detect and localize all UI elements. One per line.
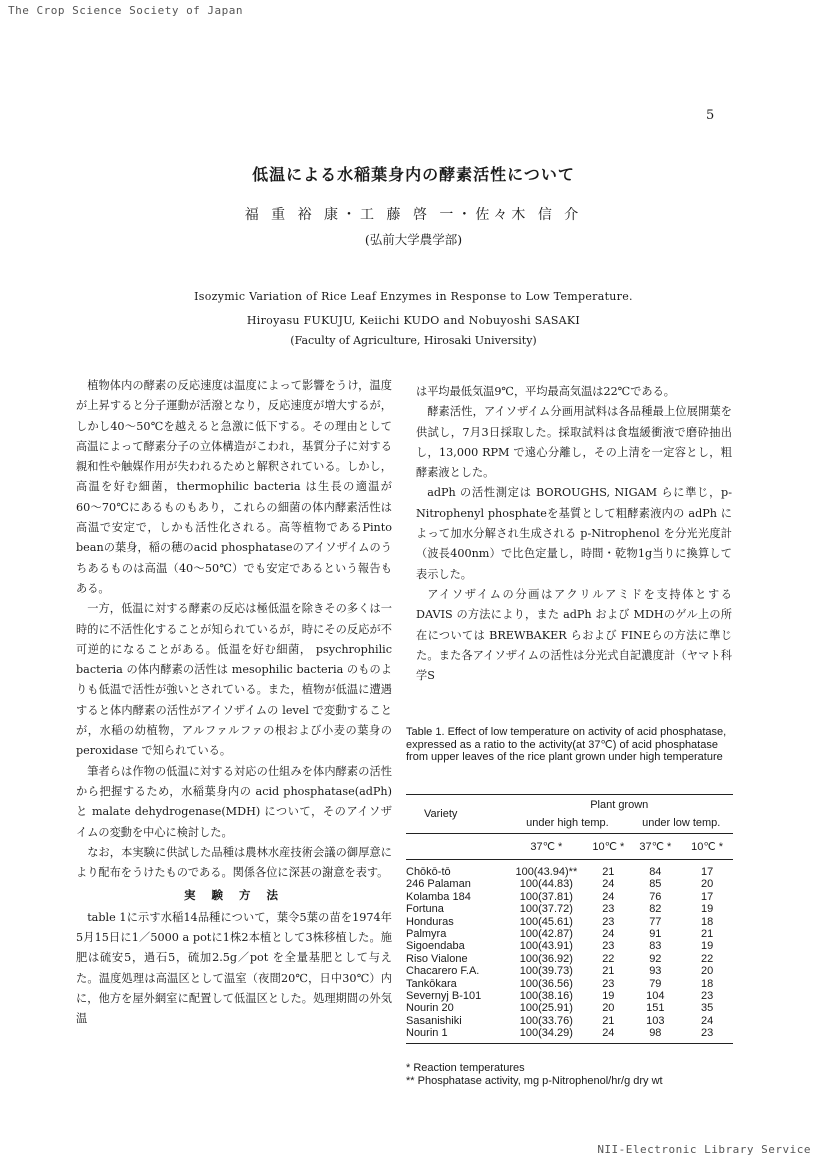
value-cell: 93 [649, 965, 662, 978]
paper-title-japanese: 低温による水稲葉身内の酵素活性について [252, 165, 575, 184]
column-header-high-temp: under high temp. [526, 817, 609, 829]
value-cell: 23 [700, 990, 714, 1003]
value-cell: 100(33.76) [519, 1014, 573, 1027]
paper-title-english: Isozymic Variation of Rice Leaf Enzymes in Response to Low Temperature. [194, 290, 633, 303]
table-caption: Table 1. Effect of low temperature on activity of acid phosphatase, expressed as a ratio to the activity(at 37℃) of acid phosphatase from upper leaves of the rice plant grown under high temperature [406, 726, 727, 764]
value-cell: 76 [649, 890, 662, 903]
value-cell: 22 [602, 952, 615, 965]
value-cell: 19 [700, 903, 714, 916]
value-cell: 79 [649, 977, 662, 990]
value-cell: 19 [700, 940, 714, 953]
methods-continuation: は平均最低気温9℃，平均最高気温は22℃である。 [416, 385, 675, 398]
value-cell: 98 [649, 1027, 662, 1040]
value-cell: 82 [649, 903, 662, 916]
value-cell: 83 [649, 940, 662, 953]
running-header: The Crop Science Society of Japan [8, 4, 244, 17]
variety-cell: Palmyra [406, 928, 447, 941]
column-header-variety: Variety [424, 808, 458, 820]
value-cell: 100(43.94)** [515, 866, 578, 878]
value-cell: 23 [602, 903, 615, 916]
footnote-phosphatase-units: ** Phosphatase activity, mg p-Nitrophenol/hr/g dry wt [406, 1074, 663, 1087]
acknowledgment-paragraph: なお，本実験に供試した品種は農林水産技術会議の御厚意により配布をうけたものである。関係各位に深甚の謝意を表す。 [76, 845, 392, 880]
value-cell: 23 [602, 915, 615, 928]
value-cell: 20 [700, 965, 714, 978]
variety-cell: Riso Vialone [406, 952, 468, 965]
footer-service: NII-Electronic Library Service [597, 1143, 811, 1156]
table-row [406, 953, 733, 965]
value-cell: 17 [700, 866, 714, 878]
intro-paragraph-3: 筆者らは作物の低温に対する対応の仕組みを体内酵素の活性から把握するため，水稲葉身内の acid phosphatase(adPh) と malate dehydrogenase(MDH) について，そのアイソザイムの変動を中心に検討した。 [76, 764, 392, 839]
value-cell: 84 [649, 866, 662, 878]
intro-paragraph-1: 植物体内の酵素の反応速度は温度によって影響をうけ，温度が上昇すると分子運動が活潑となり，反応速度が増大するが，しかし40〜50℃を越えると急激に低下する。その理由として高温によって酵素分子の立体構造がこわれ，基質分子に対する親和性や触媒作用が失われるためと解釈されている。しかし，高温を好む細菌，thermophilic bacteria は生長の適温が60〜70℃にあるものもあり，これらの細菌の体内酵素活性は高温で安定で，しかも活性化される。高等植物であるPinto beanの葉身，稲の穂のacid phosphataseのアイソザイムのうちあるものは高温（40〜50℃）でも安定であるという報告もある。 [76, 379, 392, 595]
variety-cell: Chacarero F.A. [406, 965, 480, 978]
table-footnotes [406, 1062, 732, 1087]
left-column [76, 376, 392, 1030]
table-row [406, 1002, 733, 1014]
value-cell: 85 [649, 878, 662, 891]
table-body [406, 860, 733, 1044]
data-table [406, 794, 733, 1044]
value-cell: 21 [602, 1014, 615, 1027]
variety-cell: Fortuna [406, 903, 444, 916]
value-cell: 92 [649, 952, 662, 965]
variety-cell: Nourin 1 [406, 1027, 448, 1040]
value-cell: 21 [602, 866, 615, 878]
table-row [406, 903, 733, 915]
value-cell: 151 [646, 1002, 665, 1015]
variety-cell: Sigoendaba [406, 940, 465, 953]
authors-english: Hiroyasu FUKUJU, Keiichi KUDO and Nobuyoshi SASAKI [246, 314, 581, 327]
table-row [406, 891, 733, 903]
value-cell: 91 [649, 928, 662, 941]
subheader-10c-low: 10℃ * [691, 841, 724, 853]
value-cell: 77 [649, 915, 662, 928]
variety-cell: Severnyj B-101 [406, 990, 482, 1003]
affiliation-japanese: (弘前大学農学部) [364, 232, 463, 247]
subheader-10c-high: 10℃ * [592, 841, 625, 853]
value-cell: 18 [700, 915, 714, 928]
table-row [406, 916, 733, 928]
page-number: 5 [706, 108, 715, 123]
value-cell: 100(34.29) [519, 1027, 573, 1040]
value-cell: 21 [602, 965, 615, 978]
variety-cell: Honduras [406, 915, 454, 928]
value-cell: 19 [602, 990, 615, 1003]
table-row [406, 978, 733, 990]
variety-cell: Sasanishiki [406, 1014, 462, 1027]
subheader-37c-high: 37℃ * [530, 841, 563, 853]
intro-paragraph-2: 一方，低温に対する酵素の反応は極低温を除きその多くは一時的に不活性化することが知られているが，時にその反応が不可逆的になることがある。低温を好む細菌， psychrophilic bacteria の体内酵素の活性は mesophilic bacteria のものよりも低温で活性が強いとされている。また，植物が低温に遭遇すると体内酵素の活性がアイソザイムの level で変動することが，水稲の幼植物，アルファルファの根および小麦の葉身の peroxidase で知られている。 [76, 602, 392, 758]
methods-paragraph-4: アイソザイムの分画はアクリルアミドを支持体とする DAVIS の方法により，また adPh および MDHのゲル上の所在については BREWBAKER らおよび FINEらの方法に準じた。また各アイソザイムの活性は分光式自記濃度計（ヤマト科学S [416, 587, 732, 683]
value-cell: 22 [700, 952, 714, 965]
table-row [406, 990, 733, 1002]
value-cell: 100(45.61) [519, 915, 573, 928]
value-cell: 18 [700, 977, 714, 990]
variety-cell: 246 Palaman [406, 878, 471, 891]
value-cell: 100(37.72) [519, 903, 573, 916]
value-cell: 103 [646, 1014, 665, 1027]
value-cell: 20 [700, 878, 714, 891]
value-cell: 24 [700, 1014, 714, 1027]
value-cell: 100(38.16) [519, 990, 573, 1003]
table-row [406, 940, 733, 952]
table-row [406, 965, 733, 977]
value-cell: 100(36.92) [519, 952, 573, 965]
value-cell: 100(44.83) [519, 878, 573, 891]
affiliation-english: (Faculty of Agriculture, Hirosaki University) [290, 334, 537, 347]
column-header-low-temp: under low temp. [642, 816, 721, 829]
value-cell: 23 [700, 1027, 714, 1040]
value-cell: 100(43.91) [519, 940, 573, 953]
value-cell: 24 [602, 878, 615, 891]
right-column [416, 382, 732, 686]
value-cell: 24 [602, 1027, 615, 1040]
variety-cell: Chōkō-tō [406, 866, 451, 878]
value-cell: 100(36.56) [519, 977, 573, 990]
value-cell: 24 [602, 890, 615, 903]
table-row [406, 1027, 733, 1043]
authors-japanese: 福 重 裕 康・工 藤 啓 一・佐々木 信 介 [244, 207, 583, 223]
variety-cell: Tankōkara [406, 977, 457, 990]
table-row [406, 1015, 733, 1027]
value-cell: 23 [602, 977, 615, 990]
value-cell: 21 [700, 928, 714, 941]
footnote-reaction-temp: * Reaction temperatures [406, 1062, 525, 1074]
value-cell: 24 [602, 928, 615, 941]
methods-paragraph-2: 酵素活性，アイソザイム分画用試料は各品種最上位展開葉を供試し，7月3日採取した。採取試料は食塩緩衝液で磨砕抽出し，13,000 RPM で遠心分離し，その上清を一定容とし，粗酵素液とした。 [416, 405, 732, 480]
table-row [406, 928, 733, 940]
value-cell: 17 [700, 890, 714, 903]
value-cell: 23 [602, 940, 615, 953]
variety-cell: Nourin 20 [406, 1002, 454, 1015]
value-cell: 100(37.81) [519, 890, 573, 903]
subheader-37c-low: 37℃ * [639, 841, 672, 853]
methods-paragraph-3: adPh の活性測定は BOROUGHS, NIGAM らに準じ，p- Nitrophenyl phosphateを基質として粗酵素液内の adPh によって加水分解され生成される p-Nitrophenol を分光光度計（波長400nm）で比色定量し，時間・乾物1g当りに換算して表示した。 [416, 486, 732, 581]
methods-paragraph-1: table 1に示す水稲14品種について，葉令5葉の苗を1974年5月15日に1／5000 a potに1株2本植として3株移植した。施肥は硫安5，過石5，硫加2.5g／pot を全量基肥として与えた。温度処理は高温区として温室（夜間20℃，日中30℃）内に，他方を屋外網室に配置して低温区とした。処理期間の外気温 [76, 910, 392, 1026]
value-cell: 104 [646, 990, 665, 1003]
table-row [406, 860, 733, 879]
value-cell: 100(39.73) [519, 965, 573, 978]
variety-cell: Kolamba 184 [406, 890, 471, 903]
value-cell: 20 [602, 1002, 615, 1015]
column-header-plant-grown: Plant grown [590, 799, 649, 811]
value-cell: 100(25.91) [519, 1002, 573, 1015]
methods-heading: 実 験 方 法 [183, 888, 284, 903]
value-cell: 35 [700, 1002, 714, 1015]
table-row [406, 878, 733, 890]
value-cell: 100(42.87) [519, 928, 573, 941]
